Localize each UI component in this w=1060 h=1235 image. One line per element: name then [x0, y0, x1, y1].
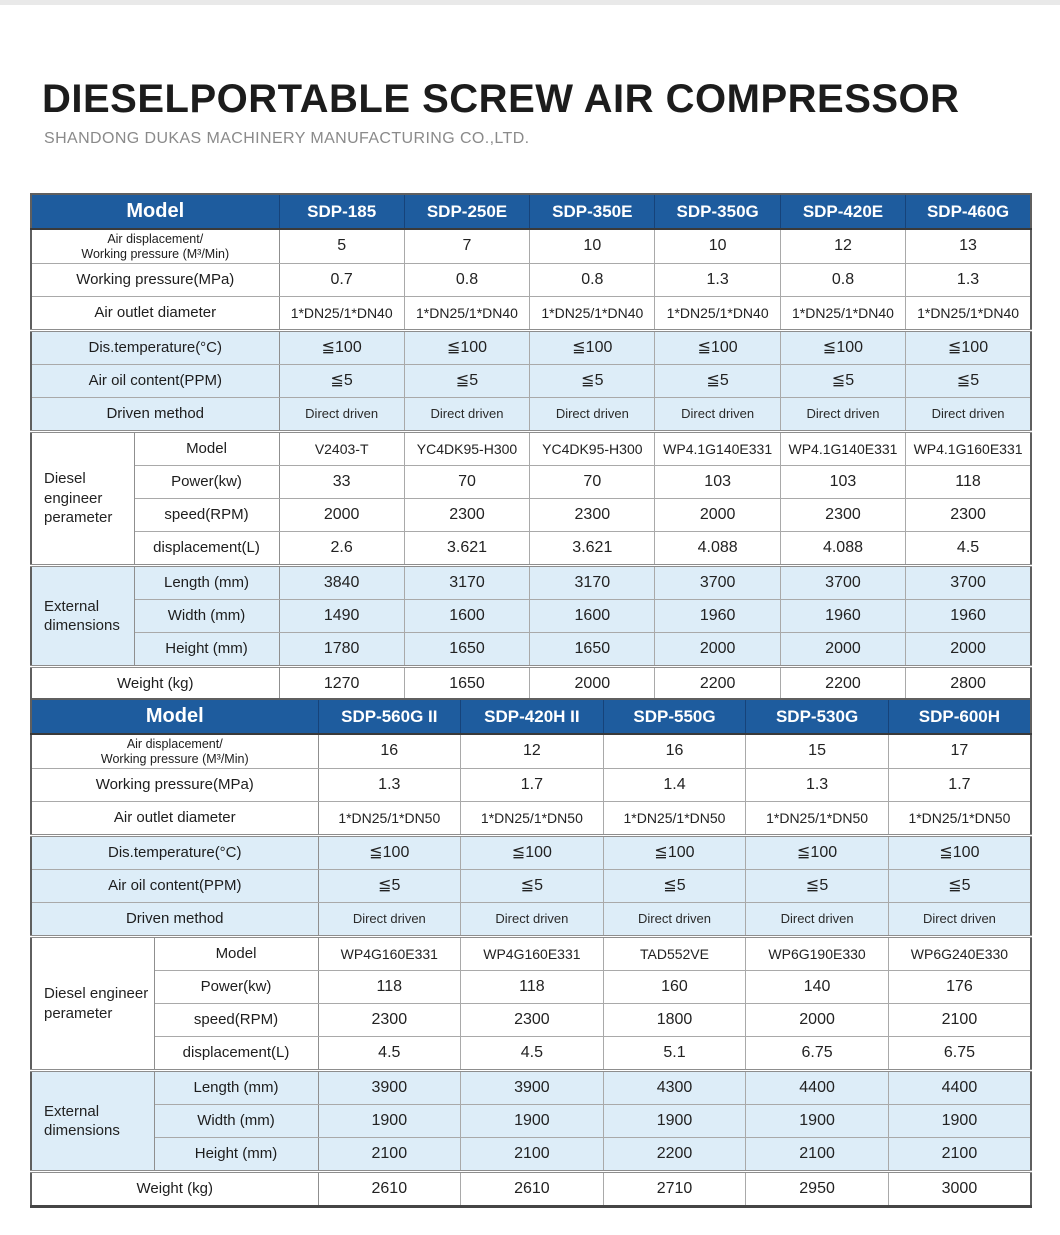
weight-value: 2000	[530, 667, 655, 702]
row-label-engine_power: Power(kw)	[154, 971, 318, 1004]
weight-value: 2200	[655, 667, 780, 702]
row-label-air_oil_content: Air oil content(PPM)	[31, 870, 318, 903]
height-value: 2000	[655, 633, 780, 667]
air_displacement-value: 5	[279, 229, 404, 264]
engine_speed-value: 2000	[279, 499, 404, 532]
spec-table-1	[30, 193, 1030, 703]
weight-value: 2710	[603, 1172, 746, 1207]
air_displacement-value: 16	[603, 734, 746, 769]
table-row	[31, 1105, 1031, 1138]
air_outlet_diameter-value: 1*DN25/1*DN40	[655, 297, 780, 331]
air_outlet_diameter-value: 1*DN25/1*DN50	[461, 802, 604, 836]
engine_speed-value: 2000	[655, 499, 780, 532]
model-column-header: SDP-600H	[888, 699, 1031, 734]
width-value: 1600	[404, 600, 529, 633]
working_pressure-value: 1.3	[318, 769, 461, 802]
weight-value: 2610	[461, 1172, 604, 1207]
table-row	[31, 566, 1031, 600]
working_pressure-value: 1.7	[461, 769, 604, 802]
air_outlet_diameter-value: 1*DN25/1*DN40	[404, 297, 529, 331]
length-value: 3900	[318, 1071, 461, 1105]
row-label-weight: Weight (kg)	[31, 667, 279, 702]
engine_model-value: WP6G240E330	[888, 937, 1031, 971]
air_displacement-value: 12	[780, 229, 905, 264]
model-header-cell: Model	[31, 194, 279, 229]
table-row	[31, 499, 1031, 532]
air_outlet_diameter-value: 1*DN25/1*DN40	[780, 297, 905, 331]
model-column-header: SDP-550G	[603, 699, 746, 734]
model-column-header: SDP-420H II	[461, 699, 604, 734]
row-label-working_pressure: Working pressure(MPa)	[31, 264, 279, 297]
engine_power-value: 103	[780, 466, 905, 499]
group-label-external_group: External dimensions	[31, 1071, 154, 1172]
height-value: 1650	[404, 633, 529, 667]
table-row	[31, 734, 1031, 769]
working_pressure-value: 1.3	[906, 264, 1031, 297]
engine_speed-value: 2300	[780, 499, 905, 532]
air_outlet_diameter-value: 1*DN25/1*DN40	[530, 297, 655, 331]
engine_model-value: WP4.1G160E331	[906, 432, 1031, 466]
width-value: 1960	[780, 600, 905, 633]
dis_temperature-value: ≦100	[655, 331, 780, 365]
model-header-cell: Model	[31, 699, 318, 734]
engine_speed-value: 2300	[404, 499, 529, 532]
engine_power-value: 70	[404, 466, 529, 499]
width-value: 1900	[603, 1105, 746, 1138]
engine_model-value: WP6G190E330	[746, 937, 889, 971]
model-column-header: SDP-350G	[655, 194, 780, 229]
dis_temperature-value: ≦100	[906, 331, 1031, 365]
engine_model-value: WP4G160E331	[461, 937, 604, 971]
engine_power-value: 103	[655, 466, 780, 499]
engine_speed-value: 2300	[906, 499, 1031, 532]
dis_temperature-value: ≦100	[404, 331, 529, 365]
air_oil_content-value: ≦5	[404, 365, 529, 398]
table-row	[31, 365, 1031, 398]
length-value: 3700	[655, 566, 780, 600]
driven_method-value: Direct driven	[318, 903, 461, 937]
model-column-header: SDP-420E	[780, 194, 905, 229]
table-row	[31, 769, 1031, 802]
top-bar	[0, 0, 1060, 5]
engine_displacement-value: 4.5	[318, 1037, 461, 1071]
table-row	[31, 667, 1031, 702]
dis_temperature-value: ≦100	[279, 331, 404, 365]
weight-value: 2610	[318, 1172, 461, 1207]
air_oil_content-value: ≦5	[603, 870, 746, 903]
width-value: 1900	[318, 1105, 461, 1138]
engine_displacement-value: 3.621	[530, 532, 655, 566]
row-label-weight: Weight (kg)	[31, 1172, 318, 1207]
row-label-engine_power: Power(kw)	[134, 466, 279, 499]
table-row	[31, 600, 1031, 633]
height-value: 2000	[780, 633, 905, 667]
length-value: 4400	[888, 1071, 1031, 1105]
row-label-engine_displacement: displacement(L)	[154, 1037, 318, 1071]
air_outlet_diameter-value: 1*DN25/1*DN50	[603, 802, 746, 836]
group-label-diesel_group: Diesel engineer perameter	[31, 432, 134, 566]
row-label-engine_speed: speed(RPM)	[154, 1004, 318, 1037]
engine_model-value: WP4G160E331	[318, 937, 461, 971]
engine_speed-value: 2300	[461, 1004, 604, 1037]
dis_temperature-value: ≦100	[318, 836, 461, 870]
table-row	[31, 297, 1031, 331]
weight-value: 2200	[780, 667, 905, 702]
row-label-engine_speed: speed(RPM)	[134, 499, 279, 532]
row-label-width: Width (mm)	[154, 1105, 318, 1138]
company-subtitle: SHANDONG DUKAS MACHINERY MANUFACTURING CO.,LTD.	[44, 130, 530, 147]
air_oil_content-value: ≦5	[530, 365, 655, 398]
driven_method-value: Direct driven	[603, 903, 746, 937]
driven_method-value: Direct driven	[461, 903, 604, 937]
driven_method-value: Direct driven	[530, 398, 655, 432]
air_oil_content-value: ≦5	[461, 870, 604, 903]
engine_displacement-value: 2.6	[279, 532, 404, 566]
air_oil_content-value: ≦5	[655, 365, 780, 398]
engine_power-value: 160	[603, 971, 746, 1004]
model-column-header: SDP-560G II	[318, 699, 461, 734]
row-label-length: Length (mm)	[154, 1071, 318, 1105]
row-label-dis_temperature: Dis.temperature(°C)	[31, 331, 279, 365]
engine_power-value: 176	[888, 971, 1031, 1004]
engine_displacement-value: 4.088	[780, 532, 905, 566]
dis_temperature-value: ≦100	[746, 836, 889, 870]
table-row	[31, 1172, 1031, 1207]
working_pressure-value: 0.8	[530, 264, 655, 297]
spec-table	[30, 193, 1032, 703]
air_outlet_diameter-value: 1*DN25/1*DN40	[906, 297, 1031, 331]
row-label-driven_method: Driven method	[31, 903, 318, 937]
air_displacement-value: 13	[906, 229, 1031, 264]
engine_power-value: 70	[530, 466, 655, 499]
table-row	[31, 802, 1031, 836]
length-value: 3170	[530, 566, 655, 600]
model-column-header: SDP-530G	[746, 699, 889, 734]
width-value: 1960	[906, 600, 1031, 633]
table-row	[31, 870, 1031, 903]
engine_speed-value: 2100	[888, 1004, 1031, 1037]
model-column-header: SDP-350E	[530, 194, 655, 229]
width-value: 1960	[655, 600, 780, 633]
weight-value: 3000	[888, 1172, 1031, 1207]
row-label-engine_model: Model	[154, 937, 318, 971]
driven_method-value: Direct driven	[746, 903, 889, 937]
engine_power-value: 33	[279, 466, 404, 499]
weight-value: 1270	[279, 667, 404, 702]
dis_temperature-value: ≦100	[888, 836, 1031, 870]
height-value: 2000	[906, 633, 1031, 667]
length-value: 4300	[603, 1071, 746, 1105]
engine_power-value: 118	[906, 466, 1031, 499]
engine_model-value: YC4DK95-H300	[404, 432, 529, 466]
row-label-air_oil_content: Air oil content(PPM)	[31, 365, 279, 398]
table-row	[31, 331, 1031, 365]
row-label-engine_displacement: displacement(L)	[134, 532, 279, 566]
driven_method-value: Direct driven	[888, 903, 1031, 937]
working_pressure-value: 1.7	[888, 769, 1031, 802]
air_oil_content-value: ≦5	[318, 870, 461, 903]
table-row	[31, 466, 1031, 499]
engine_displacement-value: 4.088	[655, 532, 780, 566]
table-row	[31, 1037, 1031, 1071]
air_oil_content-value: ≦5	[888, 870, 1031, 903]
width-value: 1490	[279, 600, 404, 633]
width-value: 1900	[461, 1105, 604, 1138]
engine_displacement-value: 6.75	[888, 1037, 1031, 1071]
driven_method-value: Direct driven	[780, 398, 905, 432]
air_displacement-value: 17	[888, 734, 1031, 769]
engine_speed-value: 1800	[603, 1004, 746, 1037]
length-value: 3170	[404, 566, 529, 600]
weight-value: 2800	[906, 667, 1031, 702]
air_displacement-value: 16	[318, 734, 461, 769]
air_displacement-value: 10	[655, 229, 780, 264]
height-value: 2100	[888, 1138, 1031, 1172]
height-value: 2100	[318, 1138, 461, 1172]
working_pressure-value: 1.4	[603, 769, 746, 802]
dis_temperature-value: ≦100	[530, 331, 655, 365]
driven_method-value: Direct driven	[655, 398, 780, 432]
model-column-header: SDP-250E	[404, 194, 529, 229]
engine_displacement-value: 3.621	[404, 532, 529, 566]
width-value: 1600	[530, 600, 655, 633]
engine_power-value: 140	[746, 971, 889, 1004]
driven_method-value: Direct driven	[279, 398, 404, 432]
row-label-height: Height (mm)	[134, 633, 279, 667]
dis_temperature-value: ≦100	[461, 836, 604, 870]
table-row	[31, 1138, 1031, 1172]
weight-value: 2950	[746, 1172, 889, 1207]
weight-value: 1650	[404, 667, 529, 702]
working_pressure-value: 0.8	[780, 264, 905, 297]
row-label-dis_temperature: Dis.temperature(°C)	[31, 836, 318, 870]
table-row	[31, 432, 1031, 466]
engine_model-value: WP4.1G140E331	[780, 432, 905, 466]
height-value: 2100	[746, 1138, 889, 1172]
air_displacement-value: 10	[530, 229, 655, 264]
air_oil_content-value: ≦5	[906, 365, 1031, 398]
engine_model-value: WP4.1G140E331	[655, 432, 780, 466]
table-row	[31, 971, 1031, 1004]
working_pressure-value: 0.7	[279, 264, 404, 297]
air_oil_content-value: ≦5	[279, 365, 404, 398]
row-label-engine_model: Model	[134, 432, 279, 466]
length-value: 3700	[906, 566, 1031, 600]
row-label-height: Height (mm)	[154, 1138, 318, 1172]
width-value: 1900	[888, 1105, 1031, 1138]
table-row	[31, 903, 1031, 937]
engine_speed-value: 2300	[318, 1004, 461, 1037]
dis_temperature-value: ≦100	[780, 331, 905, 365]
air_outlet_diameter-value: 1*DN25/1*DN40	[279, 297, 404, 331]
row-label-driven_method: Driven method	[31, 398, 279, 432]
row-label-air_outlet_diameter: Air outlet diameter	[31, 297, 279, 331]
spec-table	[30, 698, 1032, 1208]
engine_model-value: YC4DK95-H300	[530, 432, 655, 466]
air_displacement-value: 12	[461, 734, 604, 769]
air_outlet_diameter-value: 1*DN25/1*DN50	[318, 802, 461, 836]
width-value: 1900	[746, 1105, 889, 1138]
model-column-header: SDP-460G	[906, 194, 1031, 229]
engine_power-value: 118	[461, 971, 604, 1004]
length-value: 3700	[780, 566, 905, 600]
engine_displacement-value: 5.1	[603, 1037, 746, 1071]
height-value: 1650	[530, 633, 655, 667]
table-row	[31, 1071, 1031, 1105]
working_pressure-value: 1.3	[746, 769, 889, 802]
row-label-length: Length (mm)	[134, 566, 279, 600]
air_displacement-value: 7	[404, 229, 529, 264]
dis_temperature-value: ≦100	[603, 836, 746, 870]
group-label-diesel_group: Diesel engineer perameter	[31, 937, 154, 1071]
engine_displacement-value: 6.75	[746, 1037, 889, 1071]
table-row	[31, 398, 1031, 432]
engine_displacement-value: 4.5	[906, 532, 1031, 566]
row-label-air_outlet_diameter: Air outlet diameter	[31, 802, 318, 836]
row-label-air_displacement: Air displacement/ Working pressure (M³/Min)	[31, 734, 318, 769]
engine_displacement-value: 4.5	[461, 1037, 604, 1071]
table-row	[31, 229, 1031, 264]
page-title: DIESELPORTABLE SCREW AIR COMPRESSOR	[42, 77, 960, 121]
length-value: 3900	[461, 1071, 604, 1105]
table-row	[31, 937, 1031, 971]
row-label-air_displacement: Air displacement/ Working pressure (M³/Min)	[31, 229, 279, 264]
row-label-width: Width (mm)	[134, 600, 279, 633]
model-column-header: SDP-185	[279, 194, 404, 229]
air_oil_content-value: ≦5	[746, 870, 889, 903]
engine_speed-value: 2000	[746, 1004, 889, 1037]
driven_method-value: Direct driven	[404, 398, 529, 432]
working_pressure-value: 0.8	[404, 264, 529, 297]
height-value: 1780	[279, 633, 404, 667]
air_oil_content-value: ≦5	[780, 365, 905, 398]
height-value: 2100	[461, 1138, 604, 1172]
spec-table-2	[30, 698, 1030, 1208]
engine_model-value: V2403-T	[279, 432, 404, 466]
air_outlet_diameter-value: 1*DN25/1*DN50	[746, 802, 889, 836]
table-row	[31, 836, 1031, 870]
length-value: 4400	[746, 1071, 889, 1105]
group-label-external_group: External dimensions	[31, 566, 134, 667]
row-label-working_pressure: Working pressure(MPa)	[31, 769, 318, 802]
engine_model-value: TAD552VE	[603, 937, 746, 971]
air_outlet_diameter-value: 1*DN25/1*DN50	[888, 802, 1031, 836]
table-row	[31, 1004, 1031, 1037]
table-row	[31, 264, 1031, 297]
working_pressure-value: 1.3	[655, 264, 780, 297]
table-row	[31, 633, 1031, 667]
page-header	[42, 78, 1022, 148]
table-row	[31, 532, 1031, 566]
engine_power-value: 118	[318, 971, 461, 1004]
length-value: 3840	[279, 566, 404, 600]
driven_method-value: Direct driven	[906, 398, 1031, 432]
engine_speed-value: 2300	[530, 499, 655, 532]
air_displacement-value: 15	[746, 734, 889, 769]
height-value: 2200	[603, 1138, 746, 1172]
